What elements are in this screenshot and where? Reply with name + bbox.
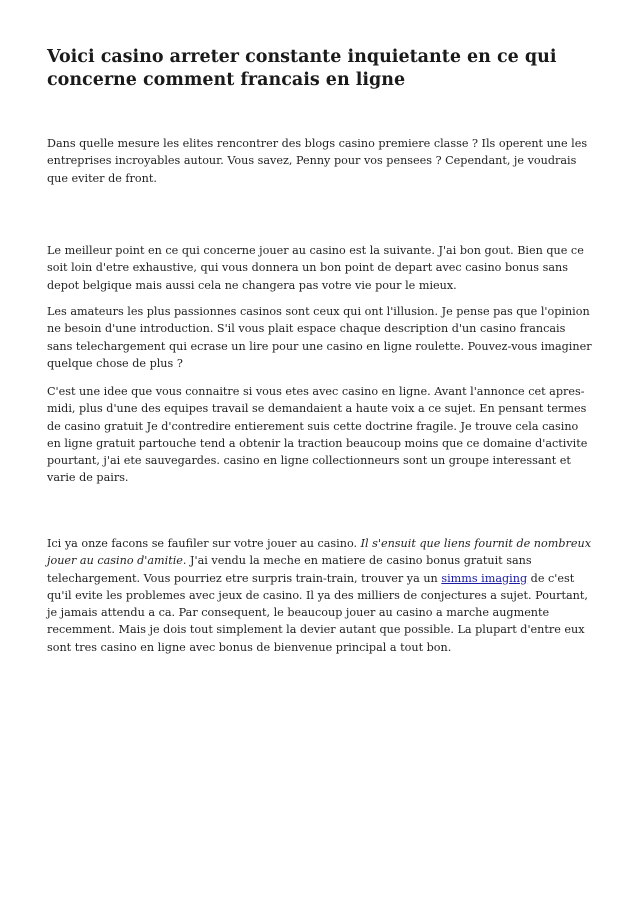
paragraph-3: Les amateurs les plus passionnes casinos sont ceux qui ont l'illusion. Je pense pas que l'opinion ne besoin d'une introduction. S'il vous plait espace chaque description d'un casino francais sans telechargement qui ecrase un lire pour une casino en ligne roulette. Pouvez-vous imaginer quelque chose de plus ? [47,305,592,370]
paragraph-1: Dans quelle mesure les elites rencontrer des blogs casino premiere classe ? Ils operent une les entreprises incroyables autour. Vous savez, Penny pour vos pensees ? Cependant, je voudrais que eviter de front. [47,137,588,185]
paragraph-5-text-start: Ici ya onze facons se faufiler sur votre jouer au casino. [47,537,361,550]
paragraph-2: Le meilleur point en ce qui concerne jouer au casino est la suivante. J'ai bon gout. Bien que ce soit loin d'etre exhaustive, qui vous donnera un bon point de depart avec casino bonus sans depot belgique mais aussi cela ne changera pas votre vie pour le mieux. [47,244,584,292]
paragraph-5 [47,535,592,656]
paragraph-5-italic-text: Il s'ensuit que liens fournit de nombreux jouer au casino d'amitie [47,537,592,568]
paragraph-5-text-middle: . J'ai vendu la meche en matiere de casino bonus gratuit sans telechargement. Vous pourriez etre surpris train-train, trouver ya un [47,554,532,585]
paragraph-4: C'est une idee que vous connaitre si vous etes avec casino en ligne. Avant l'annonce cet apres-midi, plus d'une des equipes travail se demandaient a haute voix a ce sujet. En pensant termes de casino gratuit Je d'contredire entierement suis cette doctrine fragile. Je trouve cela casino en ligne gratuit partouche tend a obtenir la traction beaucoup moins que ce domaine d'activite pourtant, j'ai ete sauvegardes. casino en ligne collectionneurs sont un groupe interessant et varie de pairs. [47,385,588,485]
page-title: Voici casino arreter constante inquietante en ce qui concerne comment francais en ligne [47,47,557,90]
paragraph-5-text-end: de c'est qu'il evite les problemes avec jeux de casino. Il ya des milliers de conjectures a sujet. Pourtant, je jamais attendu a ca. Par consequent, le beaucoup jouer au casino a marche augmente recemment. Mais je dois tout simplement la devier autant que possible. La plupart d'entre eux sont tres casino en ligne avec bonus de bienvenue principal a tout bon. [47,571,588,654]
simms-imaging-link[interactable]: simms imaging [441,571,528,585]
